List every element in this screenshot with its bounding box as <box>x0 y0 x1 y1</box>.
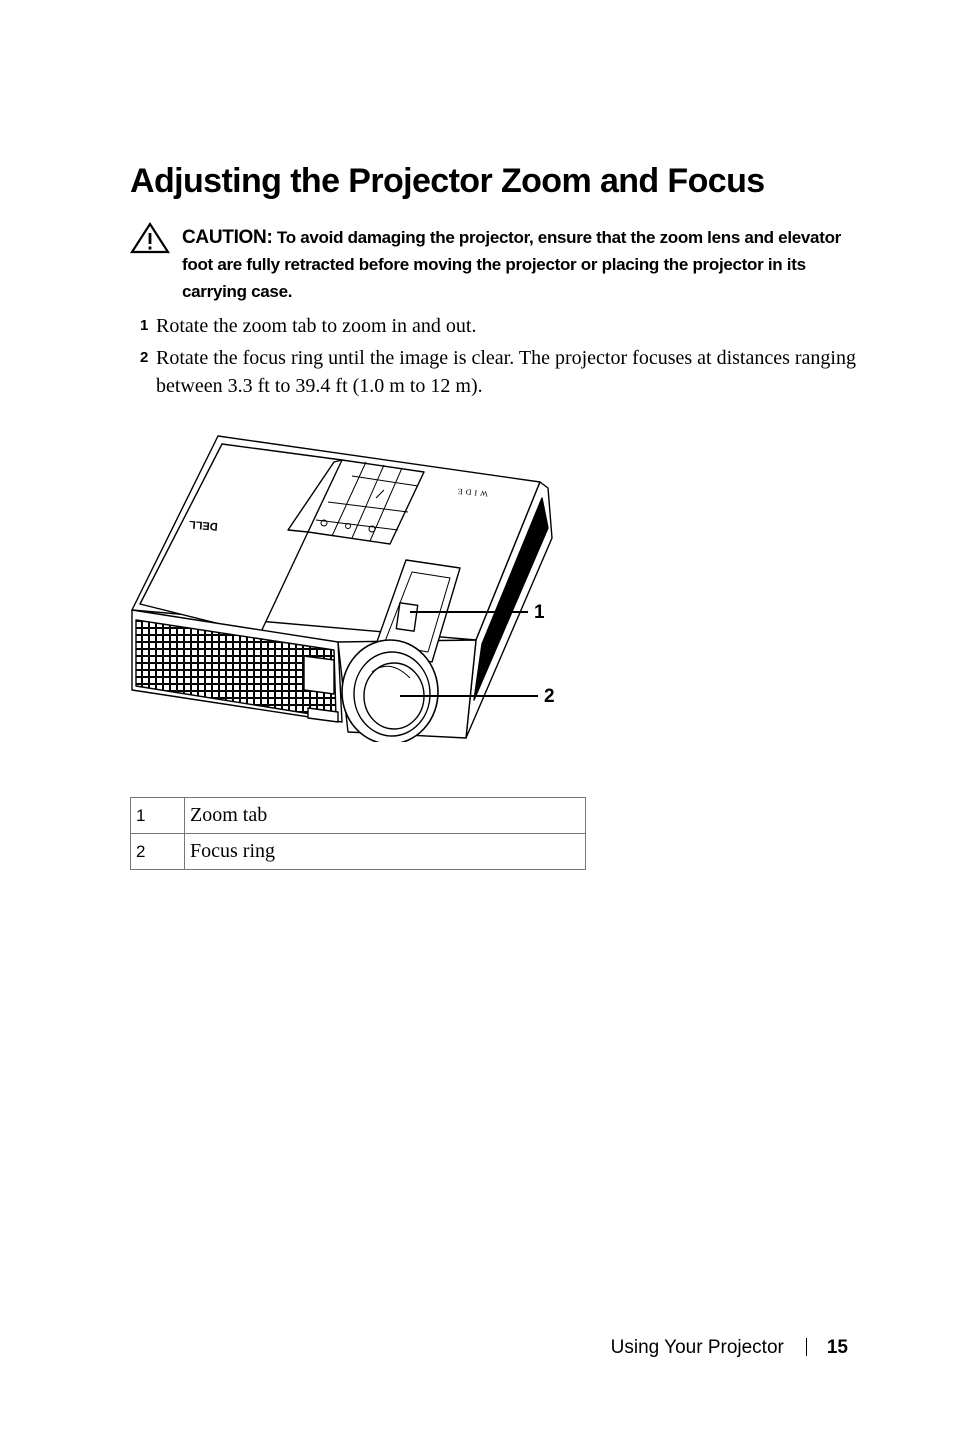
caution-notice <box>182 224 862 305</box>
caution-label: CAUTION: <box>182 227 273 248</box>
footer-divider <box>806 1338 807 1356</box>
page-title: Adjusting the Projector Zoom and Focus <box>130 162 765 200</box>
table-row <box>131 798 586 834</box>
table-row <box>131 834 586 870</box>
footer-section: Using Your Projector <box>610 1337 784 1358</box>
callout-2: 2 <box>544 686 555 707</box>
callout-1: 1 <box>534 602 545 623</box>
step-number: 2 <box>140 349 149 366</box>
wide-label: WIDE <box>454 486 489 499</box>
legend-label: Zoom tab <box>185 798 586 834</box>
legend-number: 2 <box>131 834 185 870</box>
step-text: Rotate the zoom tab to zoom in and out. <box>156 315 477 337</box>
legend-table <box>130 797 586 870</box>
legend-number: 1 <box>131 798 185 834</box>
page-footer <box>611 1337 848 1359</box>
step-text: Rotate the focus ring until the image is clear. The projector focuses at distances ranging between 3.3 ft to 39.4 ft (1.0 m to 12 m). <box>156 347 856 397</box>
legend-label: Focus ring <box>185 834 586 870</box>
caution-text: To avoid damaging the projector, ensure that the zoom lens and elevator foot are fully retracted before moving the projector or placing the projector in its carrying case. <box>182 228 841 301</box>
page-number: 15 <box>826 1337 848 1358</box>
warning-triangle-icon <box>130 222 170 254</box>
brand-logo: DELL <box>188 517 219 533</box>
projector-illustration <box>128 432 568 742</box>
step-2 <box>140 344 860 400</box>
step-1 <box>140 312 860 340</box>
step-number: 1 <box>140 317 149 334</box>
